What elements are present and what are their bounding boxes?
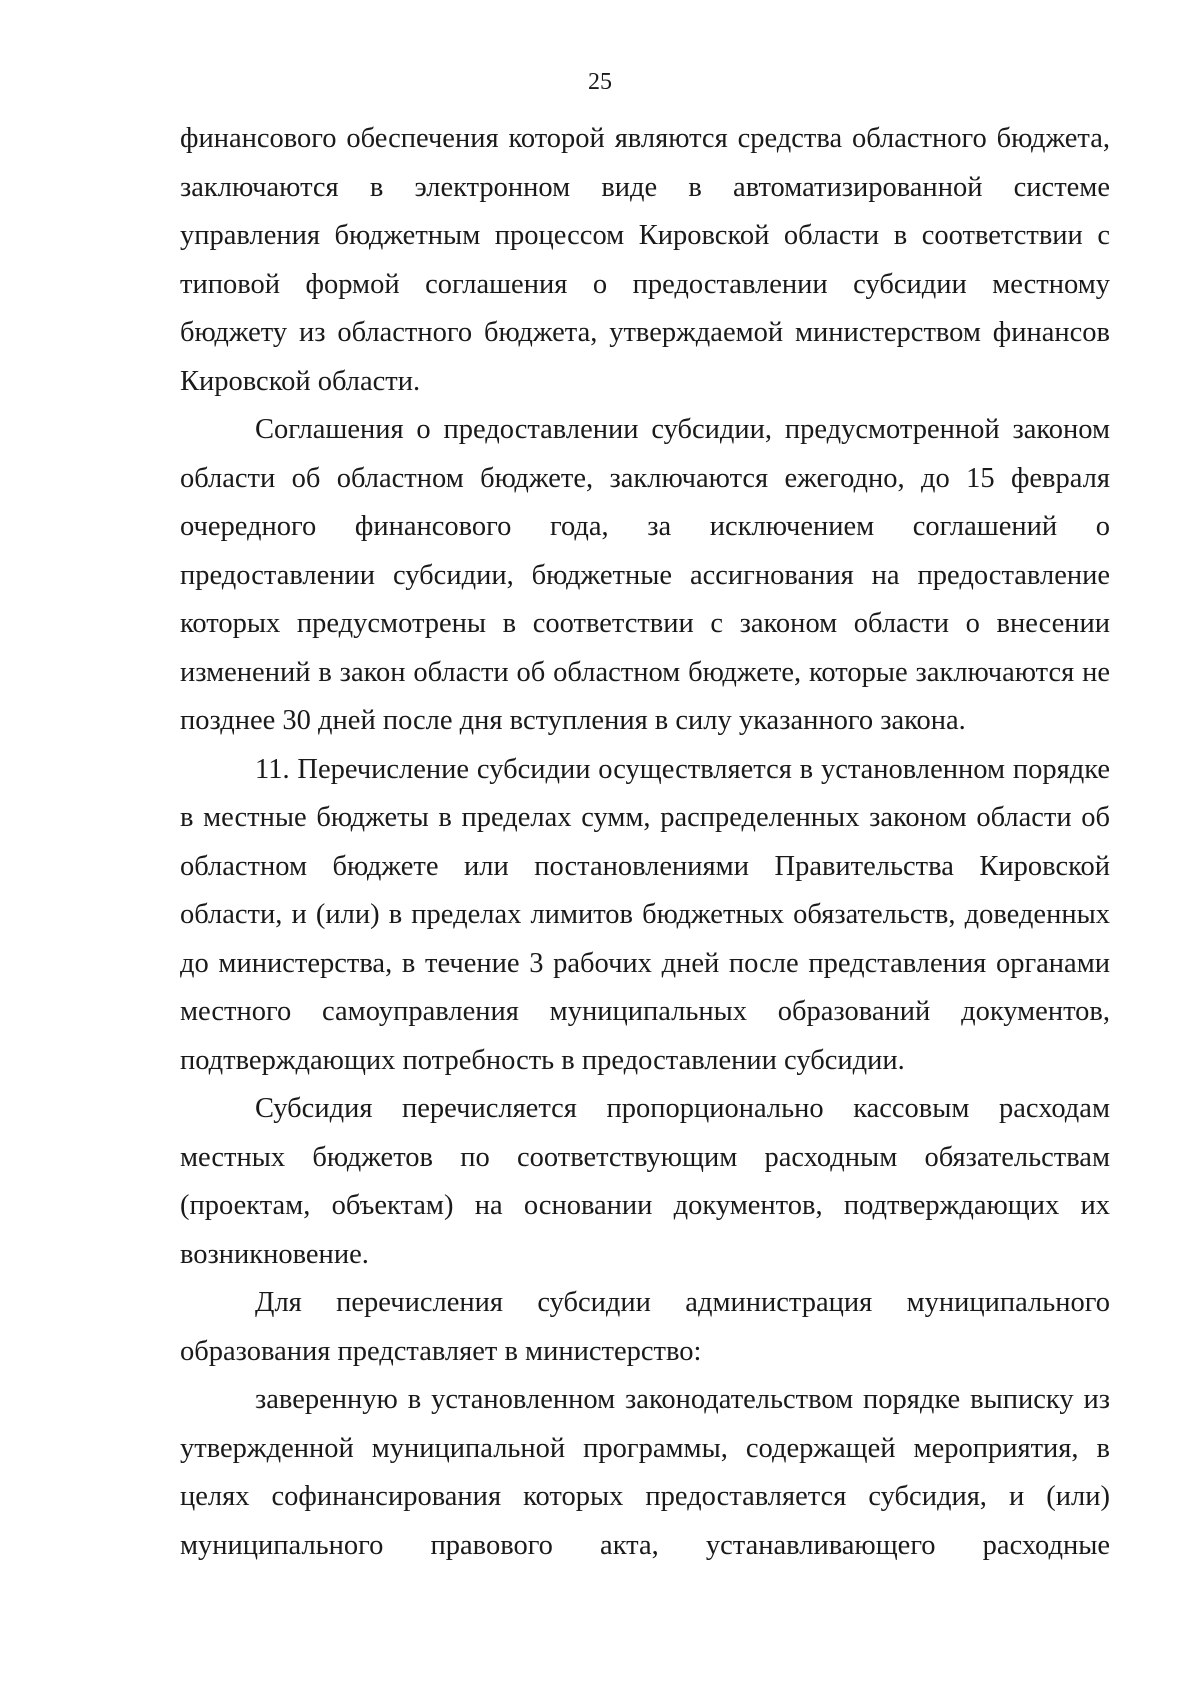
paragraph-certified-extract: заверенную в установленном законодательством порядке выписку из утвержденной муниципальной программы, содержащей мероприятия, в целях софинансирования которых предоставляется субсидия, и (или) муниципального правового акта, устанавливающего расходные [180, 1384, 1110, 1561]
paragraph-continuation: финансового обеспечения которой являются средства областного бюджета, заключаются в электронном виде в автоматизированной системе управления бюджетным процессом Кировской области в соответствии с типовой формой соглашения о предоставлении субсидии местному бюджету из областного бюджета, утверждаемой министерством финансов Кировской области. [180, 123, 1110, 397]
paragraph-item-11: 11. Перечисление субсидии осуществляется в установленном порядке в местные бюджеты в пределах сумм, распределенных законом области об областном бюджете или постановлениями Правительства Кировской области, и (или) в пределах лимитов бюджетных обязательств, доведенных до министерства, в течение 3 рабочих дней после представления органами местного самоуправления муниципальных образований документов, подтверждающих потребность в предоставлении субсидии. [180, 753, 1110, 1076]
paragraph-agreements: Соглашения о предоставлении субсидии, предусмотренной законом области об областном бюджете, заключаются ежегодно, до 15 февраля очередного финансового года, за исключением соглашений о предоставлении субсидии, бюджетные ассигнования на предоставление которых предусмотрены в соответствии с законом области о внесении изменений в закон области об областном бюджете, которые заключаются не позднее 30 дней после дня вступления в силу указанного закона. [180, 414, 1110, 736]
paragraph-subsidy-transfer: Субсидия перечисляется пропорционально кассовым расходам местных бюджетов по соответствующим расходным обязательствам (проектам, объектам) на основании документов, подтверждающих их возникновение. [180, 1093, 1110, 1270]
document-body [180, 115, 1110, 1570]
page-number: 25 [588, 69, 612, 95]
paragraph-administration-submits: Для перечисления субсидии администрация муниципального образования представляет в министерство: [180, 1287, 1110, 1367]
